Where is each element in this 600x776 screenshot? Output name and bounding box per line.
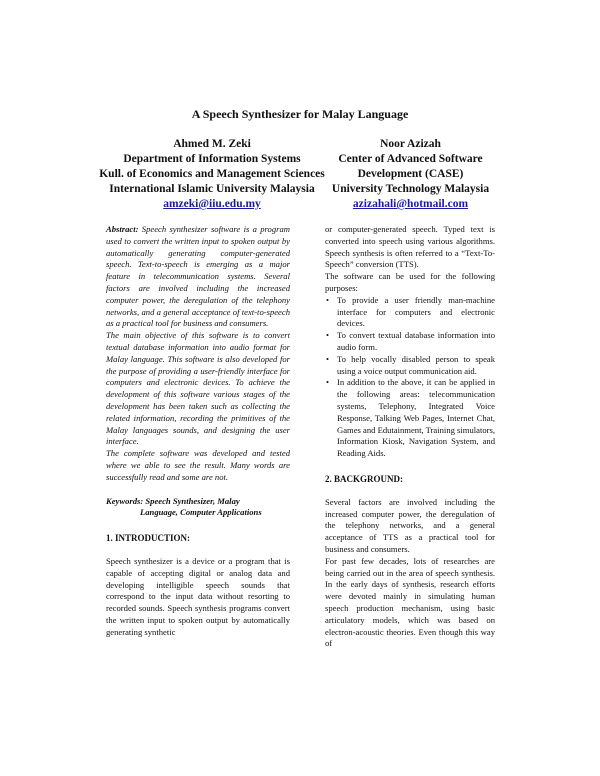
list-item-text: To help vocally disabled person to speak using a voice output communication aid. <box>337 353 495 376</box>
abstract-paragraph-1 <box>106 224 290 330</box>
list-item-text: To convert textual database information into audio form. <box>337 330 495 352</box>
author-2-university: University Technology Malaysia <box>331 183 490 195</box>
author-2-name: Noor Azizah <box>380 138 441 150</box>
author-2-email-link[interactable]: azizahali@hotmail.com <box>352 198 469 210</box>
right-column <box>325 224 495 650</box>
left-column <box>106 224 290 639</box>
keywords-line-1: Keywords: Speech Synthesizer, Malay <box>106 495 240 506</box>
section-heading-introduction: 1. INTRODUCTION: <box>106 533 191 544</box>
section-heading-background: 2. BACKGROUND: <box>325 473 403 484</box>
background-paragraph-2: For past few decades, lots of researches are being carried out in the area of speech synthesis. In the early days of synthesis, research efforts were devoted mainly in simulating human speech production mechanism, using basic articulatory models, which was based on electron-acoustic theories. Even though this way of <box>325 555 495 649</box>
list-item <box>325 330 495 354</box>
author-1-email-link[interactable]: amzeki@iiu.edu.my <box>163 198 261 210</box>
author-1-university: International Islamic University Malaysia <box>109 183 315 195</box>
keywords <box>106 496 290 520</box>
purposes-list <box>325 295 495 460</box>
list-item-text: To provide a user friendly man-machine interface for computers and electronic devices. <box>337 294 495 329</box>
author-1 <box>98 137 326 212</box>
intro-paragraph: Speech synthesizer is a device or a program that is capable of accepting digital or analog data and developing intelligible speech sounds that correspond to the input data without resorting to recorded sounds. Speech synthesis programs convert the written input to spoken output by automatically generating synthetic <box>106 555 290 637</box>
bullet-icon: • <box>326 377 330 388</box>
abstract-paragraph-3: The complete software was developed and tested where we able to see the result. Many words are successfully read and some are not. <box>106 448 290 482</box>
list-item-text: In addition to the above, it can be applied in the following areas: telecommunication systems, Telephony, Integrated Voice Response, Talking Web Pages, Internet Chat, Games and Edutainment, Training simulators, Information Kiosk, Navigation System, and Reading Aids. <box>337 377 496 459</box>
purposes-intro: The software can be used for the following purposes: <box>325 271 495 293</box>
bullet-icon: • <box>326 353 330 364</box>
right-paragraph-1: or computer-generated speech. Typed text is converted into speech using various algorithms. Speech synthesis is often referred to a “Text-To-Speech” conversion (TTS). <box>325 224 495 270</box>
author-1-name: Ahmed M. Zeki <box>173 138 251 150</box>
paper-title: A Speech Synthesizer for Malay Language <box>191 107 409 121</box>
abstract-label: Abstract: <box>106 224 139 234</box>
abstract-paragraph-2: The main objective of this software is to convert textual database information into audio format for Malay language. This software is also developed for the purpose of providing a user-friendly interface for computers and electronic devices. To achieve the development of this software various stages of the development has been taken such as collecting the related information, recording the primitives of the Malay languages sounds, and designing the user interface. <box>106 330 290 447</box>
list-item <box>325 377 495 460</box>
background-paragraph-1: Several factors are involved including the increased computer power, the deregulation of the telephony networks, and a general acceptance of TTS as a practical tool for business and consumers. <box>325 496 495 554</box>
bullet-icon: • <box>326 294 330 305</box>
list-item <box>325 354 495 378</box>
author-1-dept: Department of Information Systems <box>123 153 301 165</box>
author-2-dept-cont: Development (CASE) <box>357 168 464 180</box>
keywords-line-2: Language, Computer Applications <box>140 507 262 518</box>
abstract-text-1: Speech synthesizer software is a program used to convert the written input to spoken output by automatically generating computer-generated speech. Text-to-speech is emerging as a major feature in telecommunication systems. Several factors are involved including the increased computer power, the deregulation of the telephony networks, and a general acceptance of text-to-speech as a practical tool for business and consumers. <box>106 224 290 329</box>
list-item <box>325 295 495 330</box>
author-2 <box>318 137 503 212</box>
author-1-faculty: Kull. of Economics and Management Sciences <box>99 168 325 180</box>
author-2-dept: Center of Advanced Software <box>338 153 483 165</box>
bullet-icon: • <box>326 330 330 341</box>
